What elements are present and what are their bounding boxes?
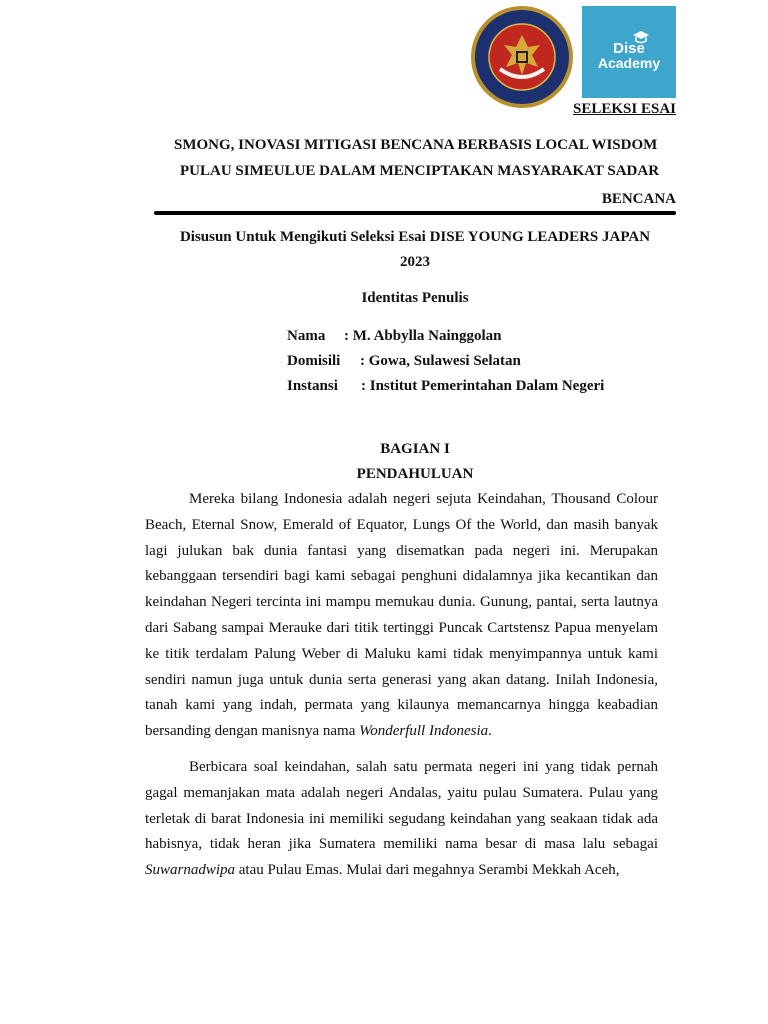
paragraph-2-italic: Suwarnadwipa — [145, 862, 236, 879]
selection-label: SELEKSI ESAI — [573, 101, 676, 117]
dise-academy-wordmark — [582, 42, 676, 70]
identity-value: : Gowa, Sulawesi Selatan — [360, 353, 521, 369]
seal-emblem-icon — [470, 5, 574, 109]
paragraph-1-italic: Wonderfull Indonesia — [359, 723, 489, 740]
section-part: BAGIAN I — [380, 441, 450, 457]
paragraph-1-end: . — [488, 723, 492, 740]
paragraph-1 — [145, 487, 658, 745]
dise-wordmark-line2: Academy — [597, 55, 661, 71]
paragraph-2 — [145, 755, 658, 884]
paragraph-1-text: Mereka bilang Indonesia adalah negeri sejuta Keindahan, Thousand Colour Beach, Eternal Snow, Emerald of Equator, Lungs Of the World, dan masih banyak lagi julukan bak dunia fantasi yang disematkan pada negeri ini. Merupakan kebanggaan tersendiri bagi kami sebagai penghuni didalamnya jika kecantikan dan keindahan Negeri tercinta ini mampu memukau dunia. Gunung, pantai, serta lautnya dari Sabang sampai Merauke dari titik tertinggi Puncak Cartstensz Papua menyelam ke titik terdalam Palung Weber di Maluku kami tidak menyimpannya untuk kami sendiri namun juga untuk dunia serta generasi yang akan datang. Inilah Indonesia, tanah kami yang indah, permata yang kilaunya memancarnya hingga keabadian bersanding dengan manisnya nama — [145, 491, 658, 740]
subtitle-line-1: Disusun Untuk Mengikuti Seleksi Esai DISE YOUNG LEADERS JAPAN — [179, 229, 651, 245]
identity-label: Domisili — [287, 353, 341, 369]
section-title: PENDAHULUAN — [356, 466, 474, 482]
identity-value: : Institut Pemerintahan Dalam Negeri — [361, 378, 605, 394]
identity-row-domicile — [287, 353, 521, 370]
dise-wordmark-line1: Dise — [613, 40, 645, 57]
body-text — [145, 487, 658, 884]
identity-label: Nama — [287, 328, 326, 344]
dise-academy-logo — [582, 6, 676, 98]
identity-value: : M. Abbylla Nainggolan — [344, 328, 502, 344]
title-line-2: PULAU SIMEULUE DALAM MENCIPTAKAN MASYARAKAT SADAR — [180, 163, 660, 179]
identity-label: Instansi — [287, 378, 338, 394]
identity-row-institution — [287, 378, 604, 395]
title-divider — [154, 211, 676, 215]
title-line-3: BENCANA — [601, 191, 676, 207]
title-line-1: SMONG, INOVASI MITIGASI BENCANA BERBASIS LOCAL WISDOM — [174, 137, 658, 153]
paragraph-2-text: Berbicara soal keindahan, salah satu permata negeri ini yang tidak pernah gagal memanjakan mata adalah negeri Andalas, yaitu pulau Sumatera. Pulau yang terletak di barat Indonesia ini memiliki segudang keindahan yang seakaan tidak ada habisnya, tidak heran jika Sumatera memiliki nama besar di masa lalu sebagai — [145, 758, 658, 853]
ipdn-seal-logo — [470, 5, 574, 109]
subtitle-line-2: 2023 — [400, 254, 430, 270]
identity-heading: Identitas Penulis — [361, 290, 469, 306]
paragraph-2-end: atau Pulau Emas. Mulai dari megahnya Serambi Mekkah Aceh, — [235, 862, 620, 879]
identity-row-name — [287, 328, 502, 345]
